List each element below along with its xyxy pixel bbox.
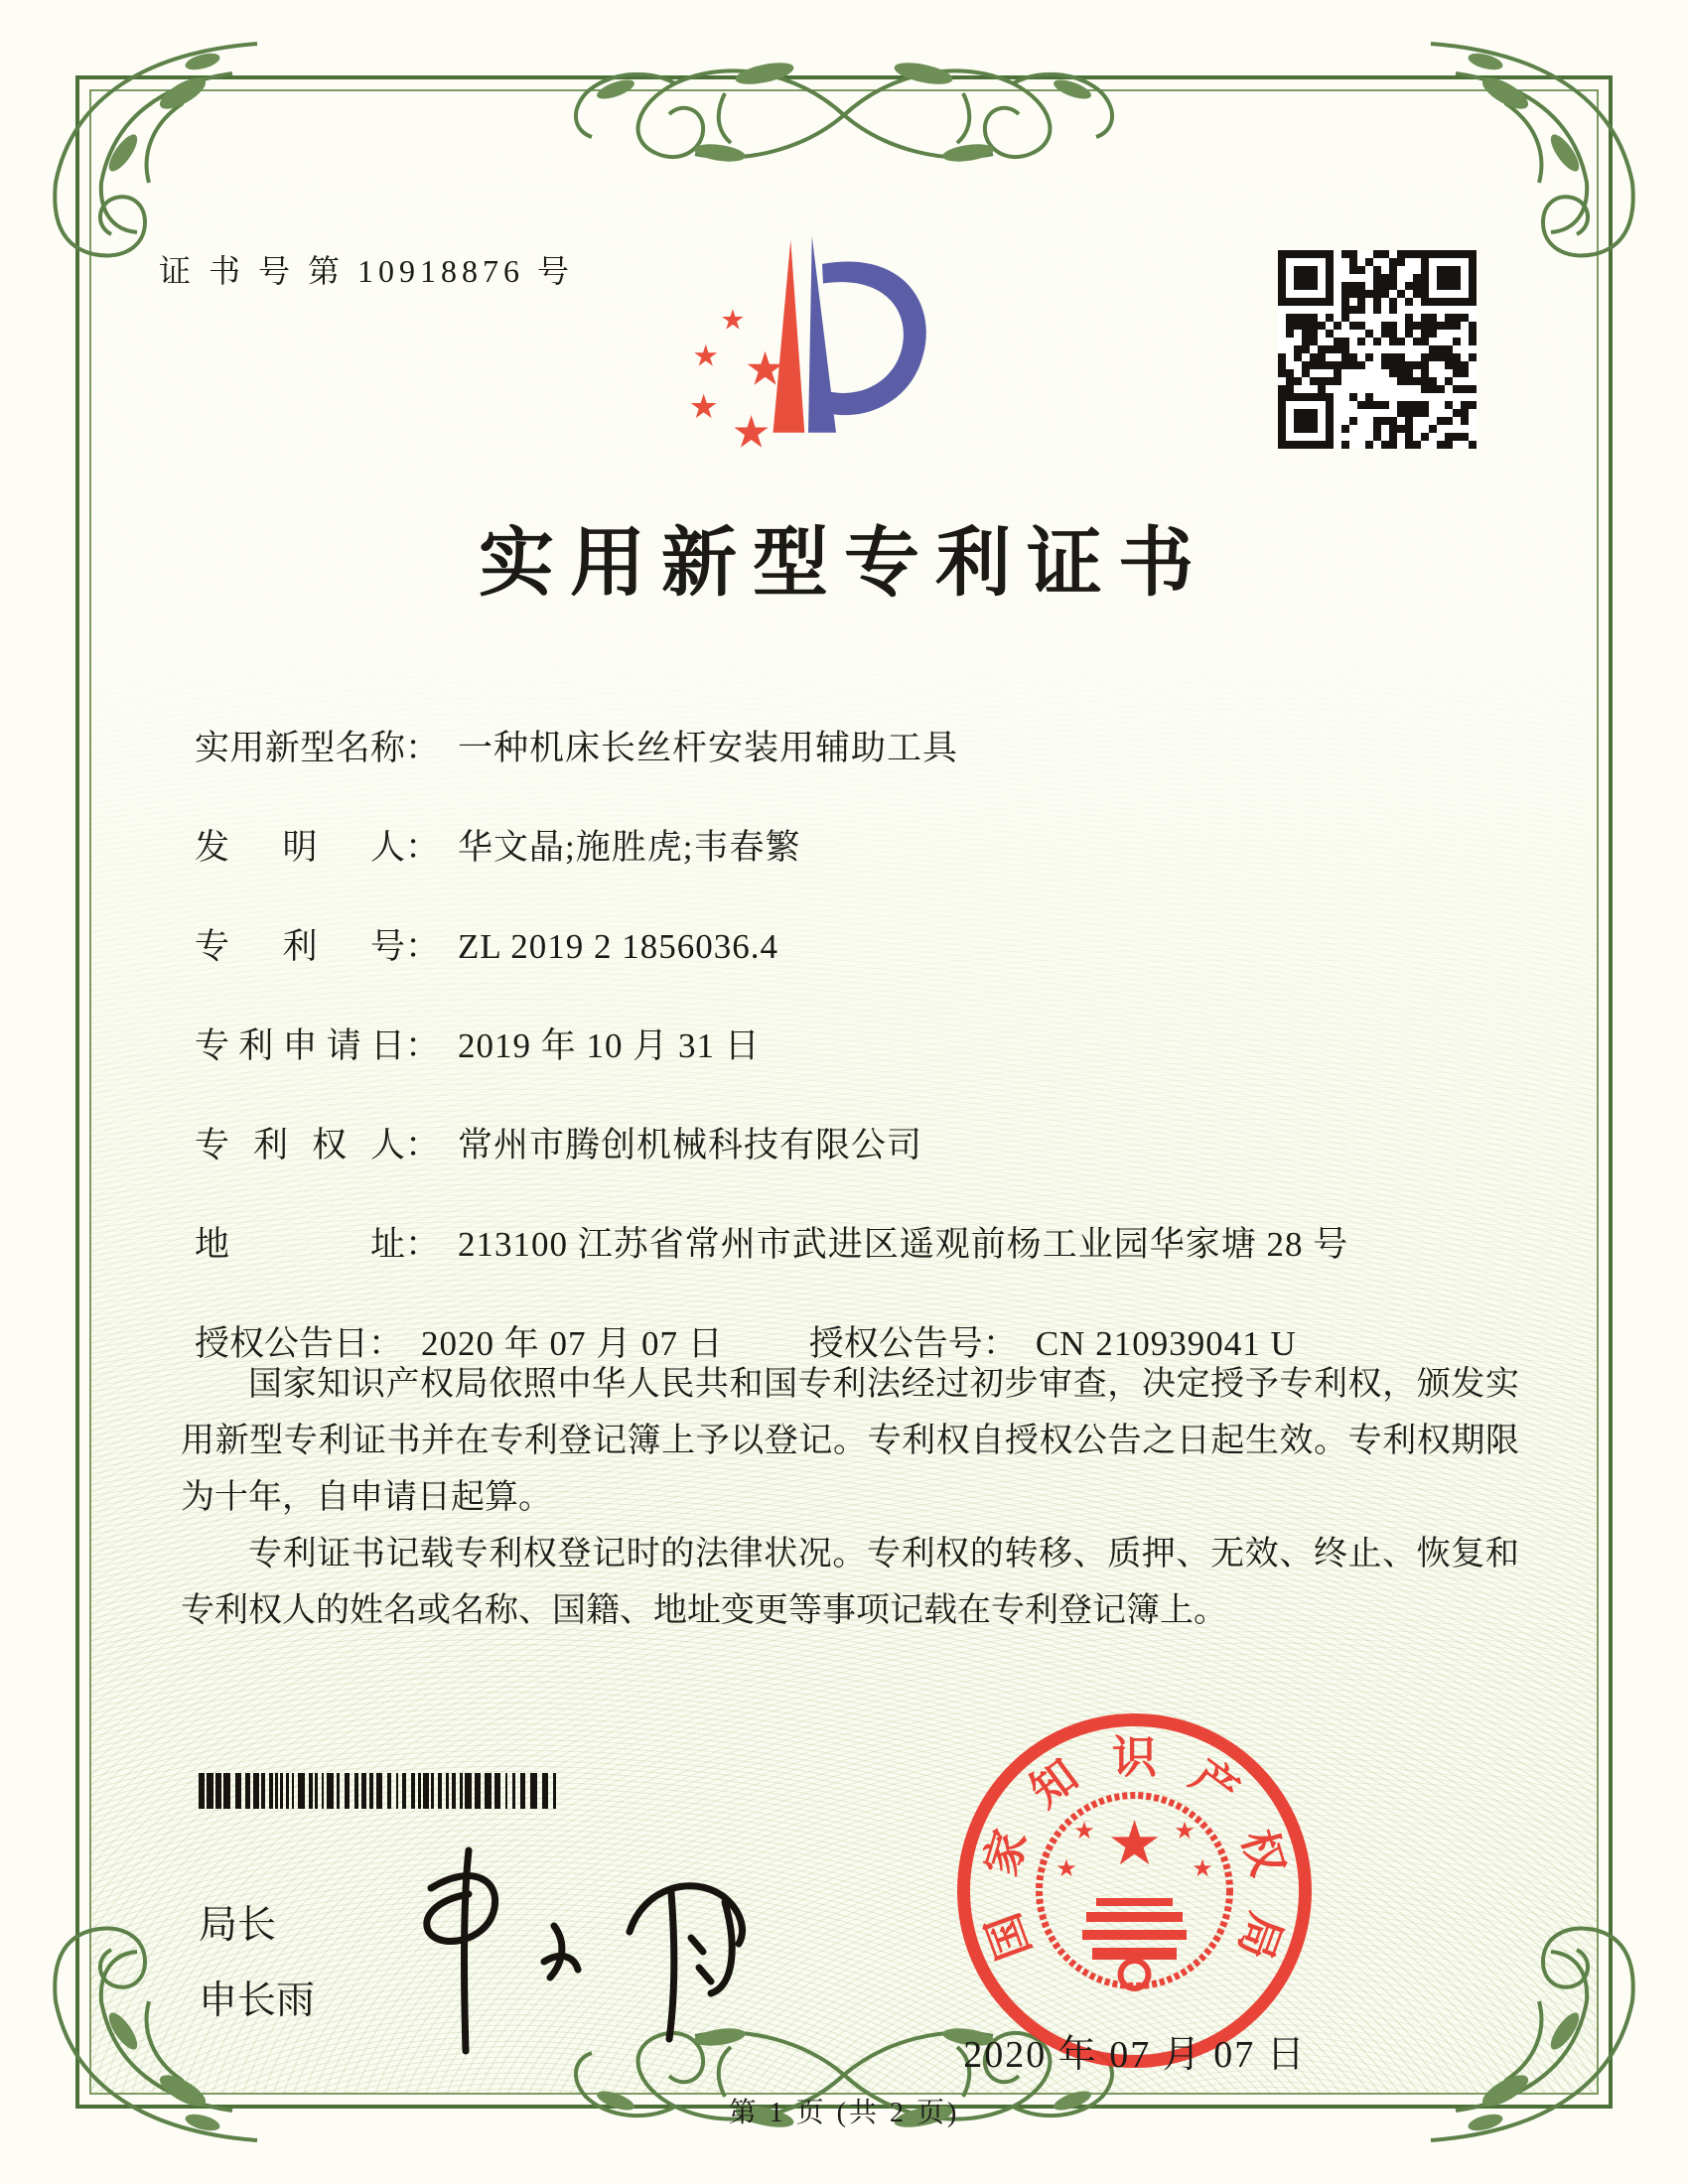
svg-text:★: ★: [720, 303, 746, 337]
svg-text:★: ★: [1192, 1854, 1213, 1882]
cnipa-logo-icon: [683, 218, 961, 475]
field-value: 华文晶;施胜虎;韦春繁: [458, 828, 801, 867]
director-title: 局长: [199, 1904, 277, 1947]
svg-text:★: ★: [731, 405, 772, 459]
grant-date-label: 授权公告日: [195, 1324, 369, 1363]
field-label: 专利申请日: [195, 1026, 405, 1065]
field-patent-number: 专利号： ZL 2019 2 1856036.4: [195, 897, 1520, 997]
legal-text: [181, 1356, 1519, 1639]
svg-text:★: ★: [1106, 1807, 1163, 1879]
seal-character: 权: [1231, 1824, 1293, 1881]
director-signature-icon: [369, 1835, 836, 2073]
director-block: [199, 1888, 315, 2039]
field-value: 一种机床长丝杆安装用辅助工具: [458, 729, 959, 767]
seal-character: 局: [1228, 1906, 1292, 1967]
field-label: 发明人: [195, 828, 405, 867]
grant-number-value: CN 210939041 U: [1035, 1324, 1297, 1363]
border-ornament-corner-icon: [1426, 34, 1654, 262]
field-value: ZL 2019 2 1856036.4: [458, 927, 778, 966]
field-label: 专利权人: [195, 1126, 405, 1164]
seal-date: 2020 年 07 月 07 日: [963, 2034, 1307, 2076]
border-ornament-center-icon: [467, 28, 1221, 197]
field-address: 地址： 213100 江苏省常州市武进区遥观前杨工业园华家塘 28 号: [195, 1195, 1520, 1295]
field-label: 实用新型名称: [195, 729, 405, 767]
field-grant-row: 授权公告日： 2020 年 07 月 07 日 授权公告号： CN 210939041 U: [195, 1324, 1297, 1363]
field-label: 专利号: [195, 927, 405, 966]
grant-number-label: 授权公告号: [808, 1324, 983, 1363]
field-utility-model-name: 实用新型名称： 一种机床长丝杆安装用辅助工具: [195, 699, 1520, 798]
certificate-title: 实用新型专利证书: [479, 522, 1209, 606]
page-info: 第 1 页 (共 2 页): [728, 2098, 960, 2128]
seal-character: 产: [1181, 1750, 1247, 1818]
legal-paragraph-1: 国家知识产权局依照中华人民共和国专利法经过初步审查，决定授予专利权，颁发实用新型专利证书并在专利登记簿上予以登记。专利权自授权公告之日起生效。专利权期限为十年，自申请日起算。: [181, 1366, 1519, 1516]
border-ornament-corner-icon: [34, 34, 262, 262]
svg-text:★: ★: [1055, 1854, 1077, 1882]
certificate-number: 证 书 号 第 10918876 号: [159, 253, 575, 289]
seal-character: 知: [1022, 1750, 1088, 1818]
svg-text:★: ★: [744, 342, 786, 397]
svg-text:★: ★: [688, 386, 719, 426]
field-inventors: 发明人： 华文晶;施胜虎;韦春繁: [195, 798, 1520, 897]
certificate-fields: [195, 699, 1520, 1394]
svg-text:★: ★: [1073, 1817, 1095, 1844]
svg-text:★: ★: [692, 339, 720, 374]
director-name: 申长雨: [199, 1979, 316, 2022]
seal-character: 国: [977, 1906, 1041, 1967]
barcode-icon: [199, 1773, 560, 1809]
legal-paragraph-2: 专利证书记载专利权登记时的法律状况。专利权的转移、质押、无效、终止、恢复和专利权人的姓名或名称、国籍、地址变更等事项记载在专利登记簿上。: [181, 1536, 1519, 1629]
field-value: 2019 年 10 月 31 日: [458, 1026, 761, 1065]
field-patentee: 专利权人： 常州市腾创机械科技有限公司: [195, 1096, 1520, 1195]
field-application-date: 专利申请日： 2019 年 10 月 31 日: [195, 997, 1520, 1096]
seal-character: 识: [1111, 1732, 1158, 1782]
field-value: 213100 江苏省常州市武进区遥观前杨工业园华家塘 28 号: [458, 1225, 1349, 1264]
qr-code-icon: [1278, 250, 1477, 449]
field-value: 常州市腾创机械科技有限公司: [458, 1126, 923, 1164]
svg-text:★: ★: [1174, 1817, 1196, 1844]
field-label: 地址: [195, 1225, 405, 1264]
grant-date-value: 2020 年 07 月 07 日: [421, 1324, 724, 1363]
seal-character: 家: [976, 1824, 1038, 1881]
